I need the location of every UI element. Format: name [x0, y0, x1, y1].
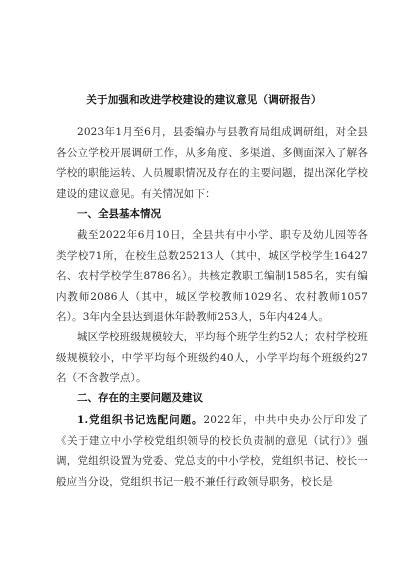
section-2-item-1-paragraph [56, 410, 368, 492]
document-title: 关于加强和改进学校建设的建议意见（调研报告） [86, 94, 322, 106]
section-1-paragraph-1: 截至2022年6月10日，全县共有中小学、职专及幼儿园等各类学校71所，在校生总数25213人（其中，城区学校学生16427名、农村学校学生8786名）。共核定教职工编制1585名，实有编内教师2086人（其中，城区学校教师1029名、农村教师1057名）。3年内全县达到退休年龄教师253人，5年内424人。 [56, 229, 368, 323]
intro-paragraph: 2023年1月至6月，县委编办与县教育局组成调研组，对全县各公立学校开展调研工作，从多角度、多渠道、多侧面深入了解各学校的职能运转、人员履职情况及存在的主要问题，提出深化学校建设的建议意见。有关情况如下： [56, 126, 368, 200]
section-2-heading: 二、存在的主要问题及建议 [77, 392, 203, 404]
section-2-item-1-text: 2022年，中共中央办公厅印发了《关于建立中小学校党组织领导的校长负责制的意见（试行）》强调，党组织设置为党委、党总支的中小学校，党组织书记、校长一般应当分设，党组织书记一般不兼任行政领导职务，校长是 [56, 414, 368, 488]
section-1-heading: 一、全县基本情况 [77, 208, 161, 220]
section-1-paragraph-2: 城区学校班级规模较大，平均每个班学生约52人；农村学校班级规模较小，中学平均每个班级约40人，小学平均每个班级约27名（不含教学点）。 [56, 331, 368, 384]
section-2-item-1-label: 1.党组织书记选配问题。 [77, 414, 204, 426]
